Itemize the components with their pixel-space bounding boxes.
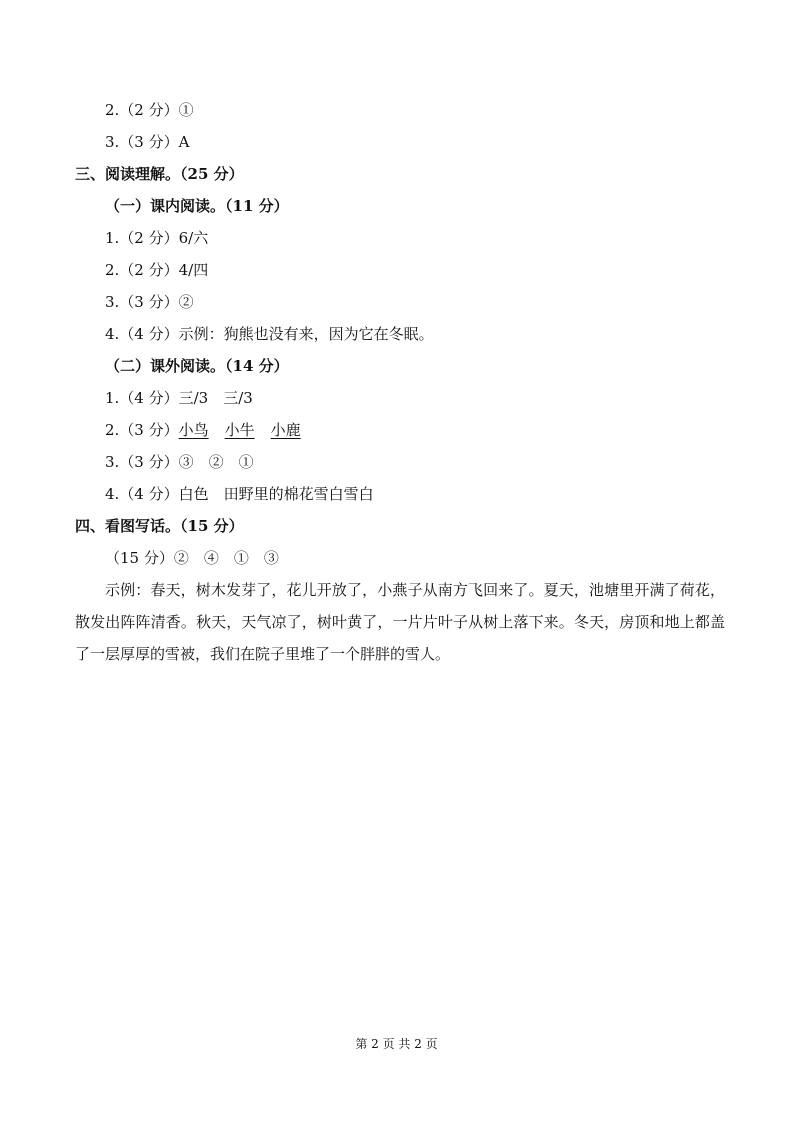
answer-line: 1.（4 分）三/3 三/3	[105, 389, 253, 407]
page-footer: 第 2 页 共 2 页	[355, 1037, 438, 1051]
answer-line: 1.（2 分）6/六	[105, 229, 209, 247]
subsection-heading: （一）课内阅读。（11 分）	[105, 197, 289, 215]
answer-line-underlined	[105, 420, 301, 440]
underlined-answer: 小鹿	[270, 421, 301, 439]
answer-line: 2.（2 分）①	[105, 101, 194, 119]
answer-line: （15 分）② ④ ① ③	[105, 549, 279, 567]
answer-prefix: 2.（3 分）	[105, 421, 179, 439]
underlined-answer: 小鸟	[178, 421, 209, 439]
section-heading: 三、阅读理解。（25 分）	[75, 165, 244, 183]
sample-paragraph: 示例：春天，树木发芽了，花儿开放了，小燕子从南方飞回来了。夏天，池塘里开满了荷花，散发出阵阵清香。秋天，天气凉了，树叶黄了，一片片叶子从树上落下来。冬天，房顶和地上都盖了一层厚厚的雪被，我们在院子里堆了一个胖胖的雪人。	[75, 581, 725, 663]
answer-line: 3.（3 分）③ ② ①	[105, 453, 254, 471]
answer-line: 4.（4 分）白色 田野里的棉花雪白雪白	[105, 485, 374, 503]
answer-line: 4.（4 分）示例：狗熊也没有来，因为它在冬眠。	[105, 325, 434, 343]
subsection-heading: （二）课外阅读。（14 分）	[105, 357, 289, 375]
answer-line: 3.（3 分）A	[105, 133, 190, 151]
answer-line: 3.（3 分）②	[105, 293, 194, 311]
underlined-answer: 小牛	[224, 421, 255, 439]
section-heading: 四、看图写话。（15 分）	[75, 517, 244, 535]
answer-line: 2.（2 分）4/四	[105, 261, 209, 279]
